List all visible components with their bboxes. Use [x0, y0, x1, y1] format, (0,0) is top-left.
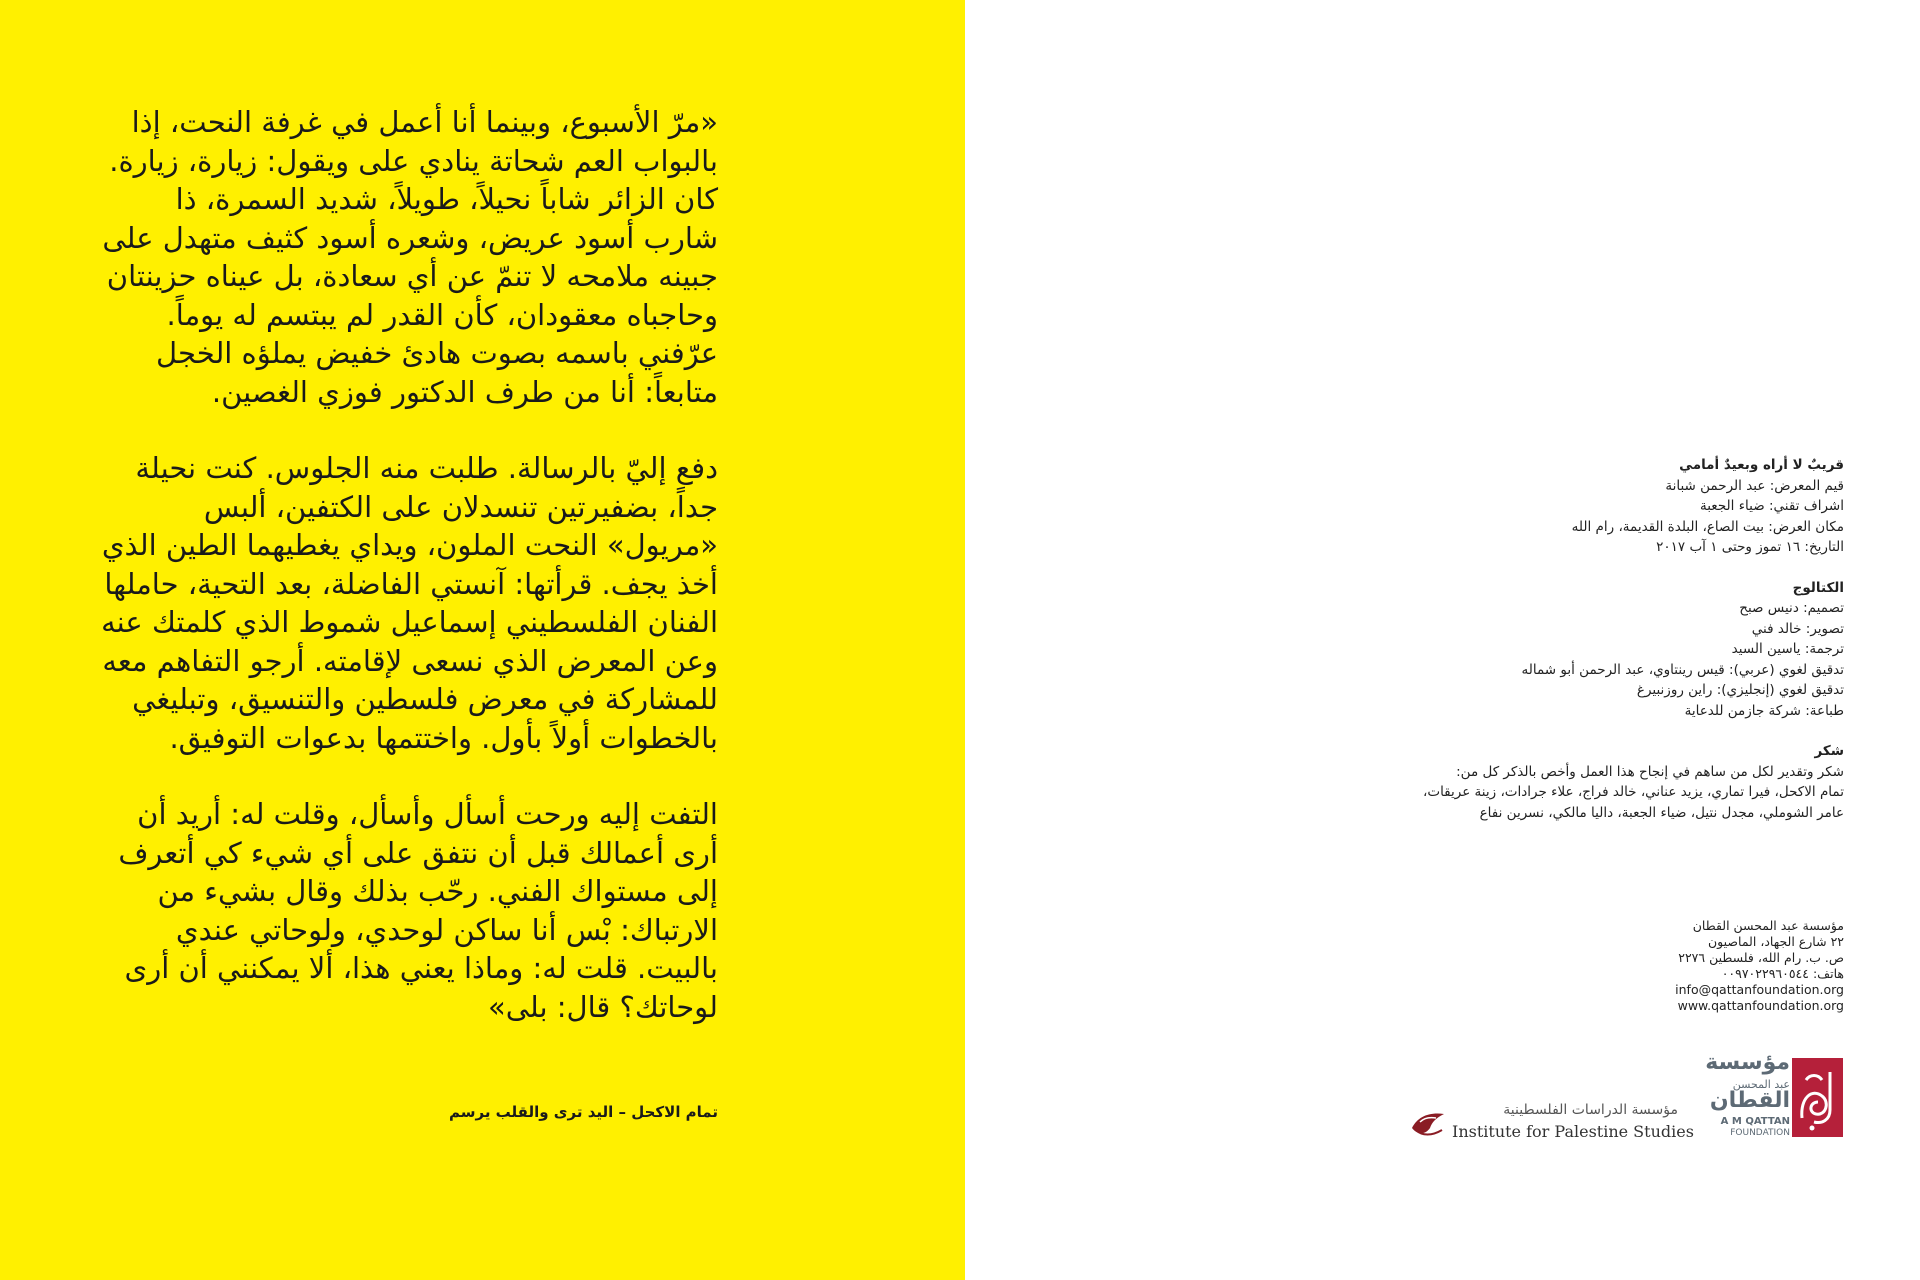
address-org: مؤسسة عبد المحسن القطان [1692, 918, 1844, 933]
quote-paragraph-2: دفع إليّ بالرسالة. طلبت منه الجلوس. كنت نحيلة جداً، بضفيرتين تنسدلان على الكتفين، ألبس «مريول» النحت الملون، ويداي يغطيهما الطين الذي أخذ يجف. قرأتها: آنستي الفاضلة، بعد التحية، حاملها الفنان الفلسطيني إسماعيل شموط الذي كلمتك عنه وعن المعرض الذي نسعى لإقامته. أرجو التفاهم معه للمشاركة في معرض فلسطين والتنسيق، وتبليغي بالخطوات أولاً بأول. واختتمها بدعوات التوفيق. [101, 451, 718, 755]
qattan-arabic-3: القطان [1709, 1088, 1790, 1113]
address-block [1544, 918, 1844, 1014]
exhibition-title: قريبٌ لا أراه وبعيدٌ أمامي [1679, 457, 1844, 473]
ips-arabic-name: مؤسسة الدراسات الفلسطينية [1503, 1102, 1678, 1118]
quote-paragraph-3: التفت إليه ورحت أسأل وأسأل، وقلت له: أريد أن أرى أعمالك قبل أن نتفق على أي شيء كي أتعرف إلى مستواك الفني. رحّب بذلك وقال بشيء من الارتباك: بْس أنا ساكن لوحدي، ولوحاتي عندي بالبيت. قلت له: وماذا يعني هذا، ألا يمكنني أن أرى لوحاتك؟ قال: بلى» [118, 797, 718, 1024]
catalogue-title: الكتالوج [1792, 579, 1844, 596]
ips-bird-icon [1408, 1106, 1448, 1142]
qattan-logo [1700, 1050, 1845, 1142]
exhibition-date: التاريخ: ١٦ تموز وحتى ١ آب ٢٠١٧ [1656, 539, 1844, 555]
qattan-english-2: FOUNDATION [1730, 1128, 1790, 1138]
address-web: www.qattanfoundation.org [1677, 998, 1844, 1013]
catalogue-translation: ترجمة: ياسين السيد [1731, 641, 1844, 657]
exhibition-technical: اشراف تقني: ضياء الجعبة [1700, 498, 1844, 514]
thanks-title: شكر [1814, 743, 1844, 759]
exhibition-venue: مكان العرض: بيت الصاع، البلدة القديمة، رام الله [1571, 518, 1844, 535]
quote-paragraph-1: «مرّ الأسبوع، وبينما أنا أعمل في غرفة النحت، إذا بالبواب العم شحاتة ينادي على ويقول: زيارة، زيارة. كان الزائر شاباً نحيلاً، طويلاً، شديد السمرة، ذا شارب أسود عريض، وشعره أسود كثيف متهدل على جبينه ملامحه لا تنمّ عن أي سعادة، بل عيناه حزينتان وحاجباه معقودان، كأن القدر لم يبتسم له يوماً. عرّفني باسمه بصوت هادئ خفيض يملؤه الخجل متابعاً: أنا من طرف الدكتور فوزي الغصين. [102, 105, 718, 409]
address-pobox: ص. ب. رام الله، فلسطين ٢٢٧٦ [1678, 950, 1844, 965]
ips-logo [1408, 1100, 1694, 1148]
thanks-intro: شكر وتقدير لكل من ساهم في إنجاح هذا العمل وأخص بالذكر كل من: [1456, 763, 1844, 780]
quote-attribution: تمام الاكحل – اليد ترى والقلب يرسم [448, 1103, 718, 1121]
ips-english-name: Institute for Palestine Studies [1452, 1122, 1694, 1141]
catalogue-design: تصميم: دنيس صبح [1739, 600, 1844, 616]
address-email: info@qattanfoundation.org [1675, 982, 1844, 997]
catalogue-printing: طباعة: شركة جازمن للدعاية [1684, 702, 1844, 719]
catalogue-proof-arabic: تدقيق لغوي (عربي): قيس رينتاوي، عبد الرحمن أبو شماله [1521, 661, 1844, 678]
catalogue-photography: تصوير: خالد فني [1751, 620, 1844, 637]
exhibition-curator: قيم المعرض: عبد الرحمن شبانة [1665, 477, 1844, 494]
address-phone: هاتف: ٠٠٩٧٠٢٢٩٦٠٥٤٤ [1721, 966, 1844, 981]
address-street: ٢٢ شارع الجهاد، الماصيون [1708, 934, 1844, 949]
thanks-names-1: تمام الاكحل، فيرا تماري، يزيد عناني، خالد فراج، علاء جرادات، زينة عريقات، [1423, 784, 1844, 800]
thanks-names-2: عامر الشوملي، مجدل نتيل، ضياء الجعبة، داليا مالكي، نسرين نفاع [1479, 804, 1844, 821]
credits-block [1164, 455, 1844, 823]
qattan-arabic-1: مؤسسة [1705, 1050, 1790, 1075]
qattan-english-1: A M QATTAN [1720, 1116, 1790, 1127]
catalogue-proof-english: تدقيق لغوي (إنجليزي): راين روزنبيرغ [1636, 682, 1844, 698]
qattan-calligraphy-icon [1792, 1058, 1843, 1137]
quote-block [98, 103, 718, 1064]
qattan-arabic-2: عبد المحسن [1732, 1078, 1790, 1091]
